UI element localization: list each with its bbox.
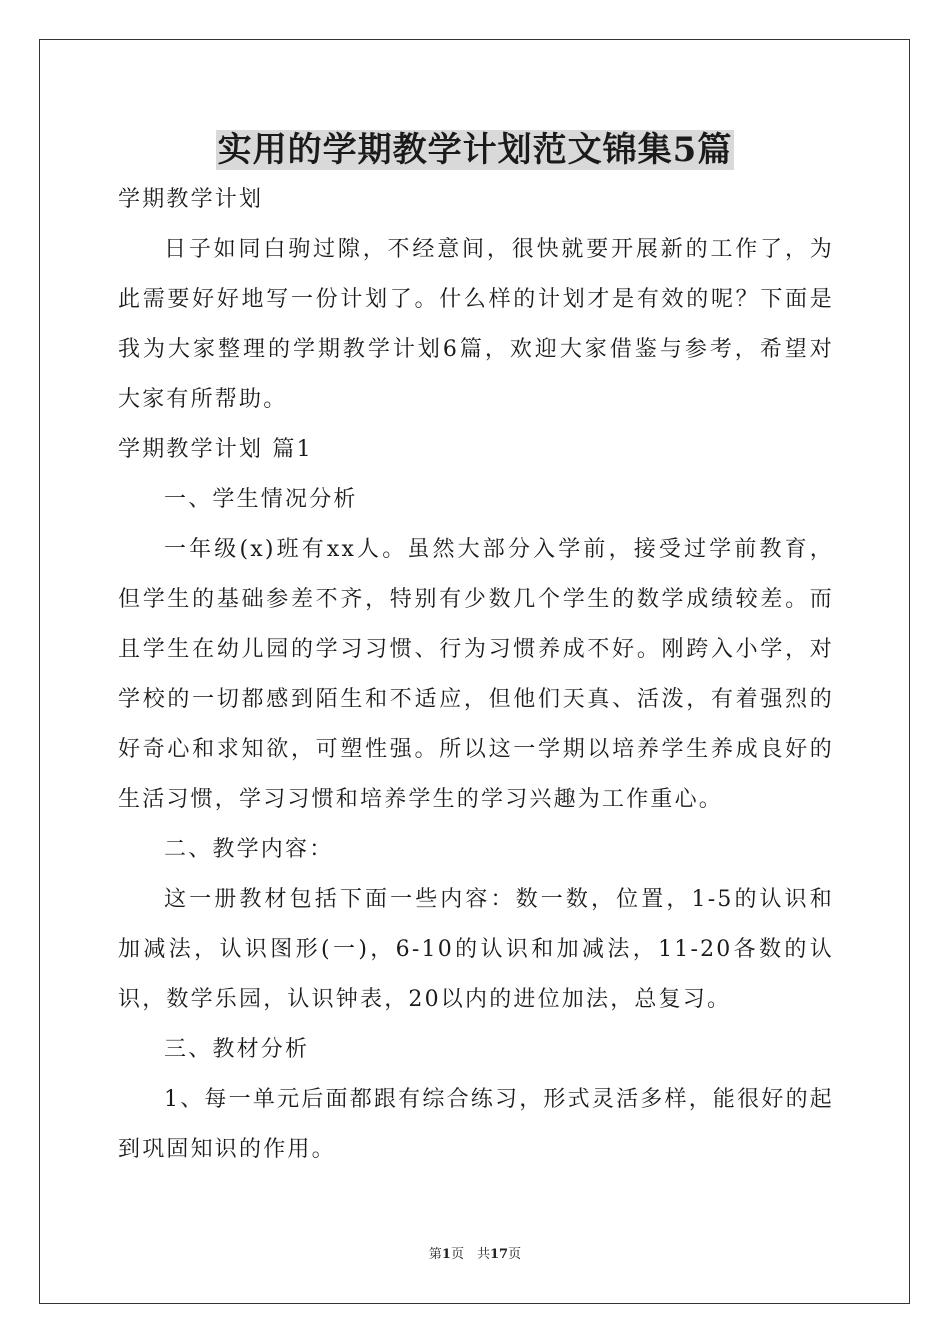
body-paragraph: 一年级(x)班有xx人。虽然大部分入学前，接受过学前教育，但学生的基础参差不齐，特别有少数几个学生的数学成绩较差。而且学生在幼儿园的学习习惯、行为习惯养成不好。刚跨入小学，对学校的一切都感到陌生和不适应，但他们天真、活泼，有着强烈的好奇心和求知欲，可塑性强。所以这一学期以培养学生养成良好的生活习惯，学习习惯和培养学生的学习兴趣为工作重心。 — [118, 537, 834, 812]
document-body — [118, 175, 834, 1175]
page-footer — [0, 1245, 950, 1265]
document-title-text: 实用的学期教学计划范文锦集5篇 — [217, 130, 733, 170]
footer-page-mid: 页 共 — [450, 1247, 490, 1262]
body-paragraph: 这一册教材包括下面一些内容：数一数，位置，1-5的认识和加减法，认识图形(一)，6-10的认识和加减法，11-20各数的认识，数学乐园，认识钟表，20以内的进位加法，总复习。 — [118, 887, 834, 1012]
footer-page-total: 17 — [489, 1247, 509, 1262]
body-paragraph: 三、教材分析 — [164, 1037, 310, 1062]
body-paragraph: 学期教学计划 — [118, 187, 264, 212]
body-paragraph: 二、教学内容： — [164, 837, 334, 862]
body-paragraph: 日子如同白驹过隙，不经意间，很快就要开展新的工作了，为此需要好好地写一份计划了。什么样的计划才是有效的呢？下面是我为大家整理的学期教学计划6篇，欢迎大家借鉴与参考，希望对大家有所帮助。 — [118, 237, 834, 412]
body-paragraph: 学期教学计划 篇1 — [118, 437, 313, 462]
footer-page-suffix: 页 — [508, 1247, 522, 1262]
footer-page-current: 1 — [441, 1247, 451, 1262]
footer-page-prefix: 第 — [428, 1247, 442, 1262]
body-paragraph: 1、每一单元后面都跟有综合练习，形式灵活多样，能很好的起到巩固知识的作用。 — [118, 1087, 834, 1162]
body-paragraph: 一、学生情况分析 — [164, 487, 358, 512]
document-title — [0, 126, 950, 174]
